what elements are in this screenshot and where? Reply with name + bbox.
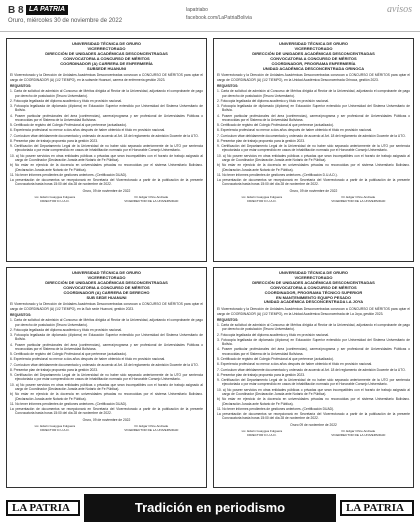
- requirement-item: 10. a) No poseer servicios en otras entidades públicas o privadas que sean incompatibles con el horario de trabajo asignado al cargo de Coordinador (Declaración Jurada ante Notario de Fe Pública).: [217, 153, 410, 163]
- publication-date: Oruro, miércoles 30 de noviembre de 2022: [8, 18, 123, 24]
- requirement-item: 7. Currículum vitae debidamente documentado y ordenado de acuerdo al Art. 18 del reglamento de admisión Docente de la UTO.: [217, 367, 406, 372]
- notice-title-line: VICERRECTORADO: [294, 45, 333, 51]
- requirement-item: 3. Fotocopia legalizada de diplomado (diploma) en Educación Superior extendido por Universidad del Sistema Universitario de Bolivia.: [217, 103, 410, 113]
- signature-vicerrector: [331, 430, 385, 438]
- signer-title: DIRECTOR D.U.A.D.: [40, 428, 70, 433]
- notice-mantenimiento-la-joya: [213, 267, 414, 488]
- requirement-item: La presentación de documentos se recepcionará en Secretaría del Vicerrectorado a partir de la publicación de la presente Convocatoria hasta horas 15:00 del día 28 de noviembre de 2022.: [217, 178, 410, 187]
- requirement-item: 9. Certificación del Departamento Legal de la Universidad de no haber sido separado anteriormente de la UTO por sentencia ejecutoriada o por estar comprendido en casos de inhabilitación normado por el Honorable Consejo Universitario.: [217, 377, 410, 387]
- signer-title: VICERRECTOR DE LA UNIVERSIDAD: [331, 199, 386, 204]
- notice-title-line: VICERRECTORADO: [294, 274, 333, 280]
- signature-vicerrector: [124, 425, 178, 433]
- requirements-label: REQUISITOS:: [10, 83, 32, 88]
- requirement-item: 5. Certificado de registro del Colegio Profesional al que pertenece (actualizado).: [217, 123, 334, 128]
- requirement-item: 8. Presentar plan de trabajo propuesto para la gestión 2023.: [217, 372, 305, 377]
- requirement-item: b) No estar en ejercicio de la docencia en universidades privadas no reconocidas por el sistema Universitario Boliviano. (Declaración Jurada ante Notario de Fe Pública).: [10, 163, 203, 172]
- requirement-item: 10. a) No poseer servicios en otras entidades públicas o privadas que sean incompatibles con el horario de trabajo asignado al cargo de Coordinador (Declaración Jurada ante Notario de Fe Pública).: [10, 153, 203, 163]
- signatures: [217, 196, 410, 204]
- requirement-item: 7. Currículum vitae debidamente documentado y ordenado de acuerdo al Art. 18 del reglamento de admisión Docente de la UTO.: [10, 362, 199, 367]
- notice-title-line: VICERRECTORADO: [87, 274, 126, 280]
- requirement-item: 8. Presentar plan de trabajo propuesto para la gestión 2023.: [10, 367, 98, 372]
- footer-logo-left: LA PATRIA: [6, 500, 80, 516]
- notice-derecho-huanuni: [6, 267, 207, 488]
- requirement-item: 8. Presentar plan de trabajo propuesto para la gestión 2023.: [217, 138, 305, 143]
- page-header: [0, 0, 420, 32]
- notice-title-line: UNIVERSIDAD TÉCNICA DE ORURO: [279, 270, 348, 275]
- requirements-label: REQUISITOS:: [10, 312, 32, 317]
- signature-director: [35, 425, 76, 433]
- signatures: [10, 425, 203, 433]
- signature-director: [242, 196, 283, 204]
- requirement-item: 9. Certificación del Departamento Legal de la Universidad de no haber sido separado anteriormente de la UTO por sentencia ejecutoriada o por estar comprendido en casos de inhabilitación normado por el Honorable Consejo Universitario.: [10, 373, 203, 382]
- requirement-item: La presentación de documentos se recepcionará en Secretaría del Vicerrectorado a partir de la publicación de la presente Convocatoria hasta horas 15:00 del día 28 de noviembre de 2022.: [217, 411, 410, 421]
- signer-name: Lic. Edwin Guaygua Fulguera: [241, 429, 283, 434]
- notice-intro: El Vicerrectorado y la Dirección de Unidades Académicas Desconcentradas convocan a CONCURSO DE MÉRITOS para optar el cargo de COORDINADOR (A) (1/2 TIEMPO), en la Unidad Académica Desconcentrada Orinoca, gestión 2023.: [217, 73, 410, 82]
- requirement-item: 7. Currículum vitae debidamente documentado y ordenado de acuerdo al Art. 18 del reglamento de admisión Docente de la UTO.: [217, 133, 406, 138]
- requirement-item: 11. No tener informes pendientes de gestiones anteriores. (Certificación D.U.A.D.).: [217, 172, 338, 177]
- notice-title-line: COORDINADOR (A) CARRERA DE ENFERMERÍA: [60, 60, 153, 66]
- page-number: B 8: [8, 5, 24, 16]
- signature-vicerrector: [331, 196, 385, 204]
- signature-director: [35, 196, 76, 204]
- notice-title-line: DIRECCIÓN DE UNIDADES ACADÉMICAS DESCONCENTRADAS: [45, 279, 168, 285]
- requirement-item: 5. Certificado de registro del Colegio Profesional al que pertenece (actualizado).: [217, 357, 334, 362]
- requirement-item: 3. Fotocopia legalizada de diplomado (diploma) en Educación Superior extendido por Universidad del Sistema Universitario de Bolivia.: [10, 332, 203, 342]
- requirement-item: 1. Carta de solicitud de admisión al Concurso de Méritos dirigida al Rector de la Universidad, adjuntando el comprobante de pago por derecho de postulación (Tesoro Universitario).: [217, 323, 410, 332]
- requirement-item: 11. No tener informes pendientes de gestiones anteriores. (Certificación DUAD).: [10, 401, 128, 406]
- notice-title: [10, 271, 203, 300]
- notice-title-line: CONVOCATORIA A CONCURSO DE MÉRITOS: [270, 284, 357, 290]
- notice-intro: El Vicerrectorado y la Dirección de Unidades Académicas Desconcentradas convocan a CONCURSO DE MÉRITOS para optar el cargo de COORDINADOR (A) (1/2 TIEMPO), en la subsede Huanuni, carrera de enfermería gestión 2023.: [10, 73, 203, 82]
- notice-title-line: COORDINADOR, PROGRAMA ENFERMERÍA: [271, 60, 356, 66]
- notice-title-line: DIRECCIÓN DE UNIDADES ACADÉMICAS DESCONCENTRADAS: [252, 50, 375, 56]
- requirement-item: 4. Poseer particular profesionales del área (conferencias), carrera/programa y ser profesional de Universidades Públicas o reconocidas por el Sistema de la Universidad Boliviana.: [217, 113, 410, 122]
- notice-title: [217, 42, 410, 71]
- notice-title-line: COORDINADOR (A) CARRERA DE DERECHO: [63, 289, 150, 295]
- page-footer: [0, 490, 420, 527]
- notice-enfermeria-orinoca: [213, 38, 414, 262]
- facebook-link[interactable]: facebook.com/LaPatriaBolivia: [186, 15, 252, 21]
- requirement-item: 4. Poseer particular profesionales del área (conferencias), carrera/programa y ser profesional de Universidades Públicas o reconocidas por el Sistema de la Universidad Boliviana.: [10, 113, 203, 122]
- requirement-item: 2. Fotocopia legalizada del diploma académico y título en provisión nacional.: [217, 98, 329, 103]
- notice-title-line: EN MANTENIMIENTO EQUIPO PESADO: [275, 294, 352, 300]
- notice-date: Oruro, 09 de noviembre de 2022: [82, 188, 131, 193]
- social-links: [186, 6, 252, 22]
- requirements-list: [217, 323, 410, 421]
- requirement-item: 6. Experiencia profesional no menor a dos años después de haber obtenido el título en provisión nacional.: [217, 362, 373, 367]
- notice-title-line: UNIVERSIDAD TÉCNICA DE ORURO: [72, 270, 141, 275]
- notice-date: Oruro, 09 de noviembre de 2022: [289, 188, 338, 193]
- notice-title-line: VICERRECTORADO: [87, 45, 126, 51]
- notice-title-line: CONVOCATORIA A CONCURSO DE MÉRITOS: [270, 55, 357, 61]
- requirement-item: b) No estar en ejercicio de la docencia en universidades privadas no reconocidas por el sistema Universitario Boliviano. (Declaración Jurada ante Notario de Fe Pública).: [10, 392, 203, 401]
- signer-title: VICERRECTOR DE LA UNIVERSIDAD: [331, 433, 386, 438]
- requirement-item: 4. Poseer particular profesionales del área (conferencias), carrera/programa y ser profesional de Universidades Públicas o reconocidas por el Sistema de la Universidad Boliviana.: [217, 347, 410, 356]
- signer-name: Dr. Edgar Chire Andrade: [134, 424, 169, 429]
- signer-name: Lic. Edwin Guaygua Fulguera: [34, 195, 76, 200]
- signer-name: Dr. Edgar Chire Andrade: [134, 195, 169, 200]
- requirement-item: 11. No tener informes pendientes de gestiones anteriores. (Certificación DUAD).: [217, 406, 335, 411]
- requirement-item: b) No estar en ejercicio de la docencia en universidades privadas no reconocidas por el sistema Universitario Boliviano. (Declaración Jurada ante Notario de Fe Pública).: [217, 163, 410, 172]
- notice-title-line: UNIVERSIDAD TÉCNICA DE ORURO: [279, 41, 348, 46]
- requirements-label: REQUISITOS:: [217, 83, 239, 88]
- requirement-item: La presentación de documentos se recepcionará en Secretaría del Vicerrectorado a partir de la publicación de la presente Convocatoria hasta horas 15:00 del día 28 de noviembre de 2022.: [10, 178, 203, 187]
- requirement-item: 9. Certificación del Departamento Legal de la Universidad de no haber sido separado anteriormente de la UTO por sentencia ejecutoriada o por estar comprendido en casos de inhabilitación normado por el Honorable Consejo Universitario.: [10, 144, 203, 153]
- signatures: [217, 430, 410, 438]
- requirement-item: 9. Certificación del Departamento Legal de la Universidad de no haber sido separado anteriormente de la UTO por sentencia ejecutoriada o por estar comprendido en casos de inhabilitación normado por el Honorable Consejo Universitario.: [217, 144, 410, 153]
- notice-title: [217, 271, 410, 305]
- notice-intro: El Vicerrectorado y la Dirección de Unidades Académicas Desconcentradas convocan a CONCURSO DE MÉRITOS para optar el cargo de COORDINADOR (A) (1/2 TIEMPO), en la Sub sede Huanuni, gestión 2023.: [10, 302, 203, 311]
- requirement-item: 6. Experiencia profesional no menor a dos años después de haber obtenido el título en provisión nacional.: [10, 128, 166, 133]
- signer-name: Lic. Edwin Guaygua Fulguera: [34, 424, 76, 429]
- notice-title: [10, 42, 203, 71]
- notice-title-line: DIRECCIÓN DE UNIDADES ACADÉMICAS DESCONCENTRADAS: [45, 50, 168, 56]
- requirement-item: 1. Carta de solicitud de admisión al Concurso de Méritos dirigida al Rector de la Universidad, adjuntando el comprobante de pago por derecho de postulación (Tesoro Universitario).: [10, 89, 203, 98]
- signature-vicerrector: [124, 196, 178, 204]
- signer-title: VICERRECTOR DE LA UNIVERSIDAD: [124, 428, 179, 433]
- signatures: [10, 196, 203, 204]
- signer-name: Lic. Edwin Guaygua Fulguera: [241, 195, 283, 200]
- signer-title: DIRECTOR D.U.A.D.: [247, 199, 277, 204]
- requirement-item: 1. Carta de solicitud de admisión al Concurso de Méritos dirigida al Rector de la Universidad, adjuntando el comprobante de pago por derecho de postulación (Tesoro Universitario).: [10, 318, 203, 327]
- requirement-item: b) No estar en ejercicio de la docencia en universidades privadas no reconocidas por el sistema Universitario Boliviano. (Declaración Jurada ante Notario de Fe Pública).: [217, 397, 410, 406]
- notice-intro: El Vicerrectorado y la Dirección de Unidades Académicas Desconcentradas convocan a CONCURSO DE MÉRITOS para optar el cargo de COORDINADOR (A) (1/2 TIEMPO), en la Unidad Académica Desconcentrada de La Joya, gestión 2023.: [217, 307, 410, 316]
- requirement-item: 5. Certificado de registro del Colegio Profesional al que pertenece (actualizado).: [10, 123, 127, 128]
- signer-name: Dr. Edgar Chire Andrade: [341, 195, 376, 200]
- requirement-item: 2. Fotocopia legalizada del diploma académico y título en provisión nacional.: [10, 98, 122, 103]
- notice-title-line: CONVOCATORIA A CONCURSO DE MÉRITOS: [63, 284, 150, 290]
- signer-name: Dr. Edgar Chire Andrade: [341, 429, 376, 434]
- requirement-item: 2. Fotocopia legalizada del diploma académico y título en provisión nacional.: [10, 327, 122, 332]
- requirements-label: REQUISITOS:: [217, 317, 239, 322]
- requirement-item: 3. Fotocopia legalizada de diplomado (diploma) en Educación Superior extendido por Universidad del Sistema Universitario de Bolivia.: [10, 103, 203, 113]
- notice-title-line: SUB SEDE HUANUNI: [86, 294, 127, 300]
- notice-enfermeria-huanuni: [6, 38, 207, 262]
- notice-title-line: UNIDAD ACADÉMICA DESCONCENTRADA ORINOCA: [262, 65, 365, 71]
- section-name: avisos: [387, 4, 412, 15]
- requirement-item: 5. Certificado de registro del Colegio Profesional al que pertenece (actualizado).: [10, 352, 127, 357]
- requirement-item: 11. No tener informes pendientes de gestiones anteriores. (Certificación DUAD).: [10, 172, 128, 177]
- footer-logo-right: LA PATRIA: [340, 500, 414, 516]
- signature-director: [242, 430, 283, 438]
- requirement-item: 10. a) No poseer servicios en otras entidades públicas o privadas que sean incompatibles con el horario de trabajo asignado al cargo de Coordinador (Declaración Jurada ante Notario de Fe Pública).: [10, 382, 203, 392]
- signer-title: DIRECTOR D.U.A.D.: [247, 433, 277, 438]
- social-handle[interactable]: lapatriabo: [186, 7, 208, 13]
- notice-title-line: COORDINADOR, PROGRAMA TÉCNICO SUPERIOR: [264, 289, 363, 295]
- notice-title-line: UNIVERSIDAD TÉCNICA DE ORURO: [72, 41, 141, 46]
- requirement-item: 1. Carta de solicitud de admisión al Concurso de Méritos dirigida al Rector de la Universidad, adjuntando el comprobante de pago por derecho de postulación (Tesoro Universitario).: [217, 89, 410, 98]
- requirement-item: 6. Experiencia profesional no menor a dos años después de haber obtenido el título en provisión nacional.: [217, 128, 373, 133]
- signer-title: DIRECTOR D.U.A.D.: [40, 199, 70, 204]
- requirement-item: 8. Presentar plan de trabajo propuesto para la gestión 2023.: [10, 138, 98, 143]
- requirement-item: 2. Fotocopia legalizada del diploma académico y título en provisión nacional.: [217, 332, 329, 337]
- signer-title: VICERRECTOR DE LA UNIVERSIDAD: [124, 199, 179, 204]
- notice-title-line: CONVOCATORIA A CONCURSO DE MÉRITOS: [63, 55, 150, 61]
- requirements-list: [10, 318, 203, 416]
- brand-logo: LA PATRIA: [26, 5, 68, 15]
- requirement-item: 10. a) No poseer servicios en otras entidades públicas o privadas que sean incompatibles con el horario de trabajo asignado al cargo de Coordinador (Declaración Jurada ante Notario de Fe Pública).: [217, 387, 410, 396]
- requirement-item: 3. Fotocopia legalizada de diplomado (diploma) en Educación Superior extendido por Universidad del Sistema Universitario de Bolivia.: [217, 337, 410, 347]
- requirements-list: [10, 89, 203, 187]
- notice-title-line: UNIDAD ACADÉMICA DESCONCENTRADA LA JOYA: [263, 299, 364, 305]
- requirement-item: 4. Poseer particular profesionales del área (conferencias), carrera/programa y ser profesional de Universidades Públicas o reconocidas por el Sistema de la Universidad Boliviana.: [10, 342, 203, 351]
- requirements-list: [217, 89, 410, 187]
- notice-date: Oruro 09 de noviembre de 2022: [290, 422, 337, 427]
- notice-title-line: SUBSEDE HUANUNI: [87, 65, 126, 71]
- requirement-item: La presentación de documentos se recepcionará en Secretaría del Vicerrectorado a partir de la publicación de la presente Convocatoria hasta horas 15:00 del día 28 de noviembre de 2022.: [10, 407, 203, 416]
- notice-title-line: DIRECCIÓN DE UNIDADES ACADÉMICAS DESCONCENTRADAS: [252, 279, 375, 285]
- requirement-item: 7. Currículum vitae debidamente documentado y ordenado de acuerdo al Art. 18 del reglamento de admisión Docente de la UTO.: [10, 133, 199, 138]
- notice-date: Oruro, 09 de noviembre de 2022: [82, 417, 131, 422]
- footer-slogan: Tradición en periodismo: [84, 494, 336, 522]
- requirement-item: 6. Experiencia profesional no menor a dos años después de haber obtenido el título en provisión nacional.: [10, 357, 166, 362]
